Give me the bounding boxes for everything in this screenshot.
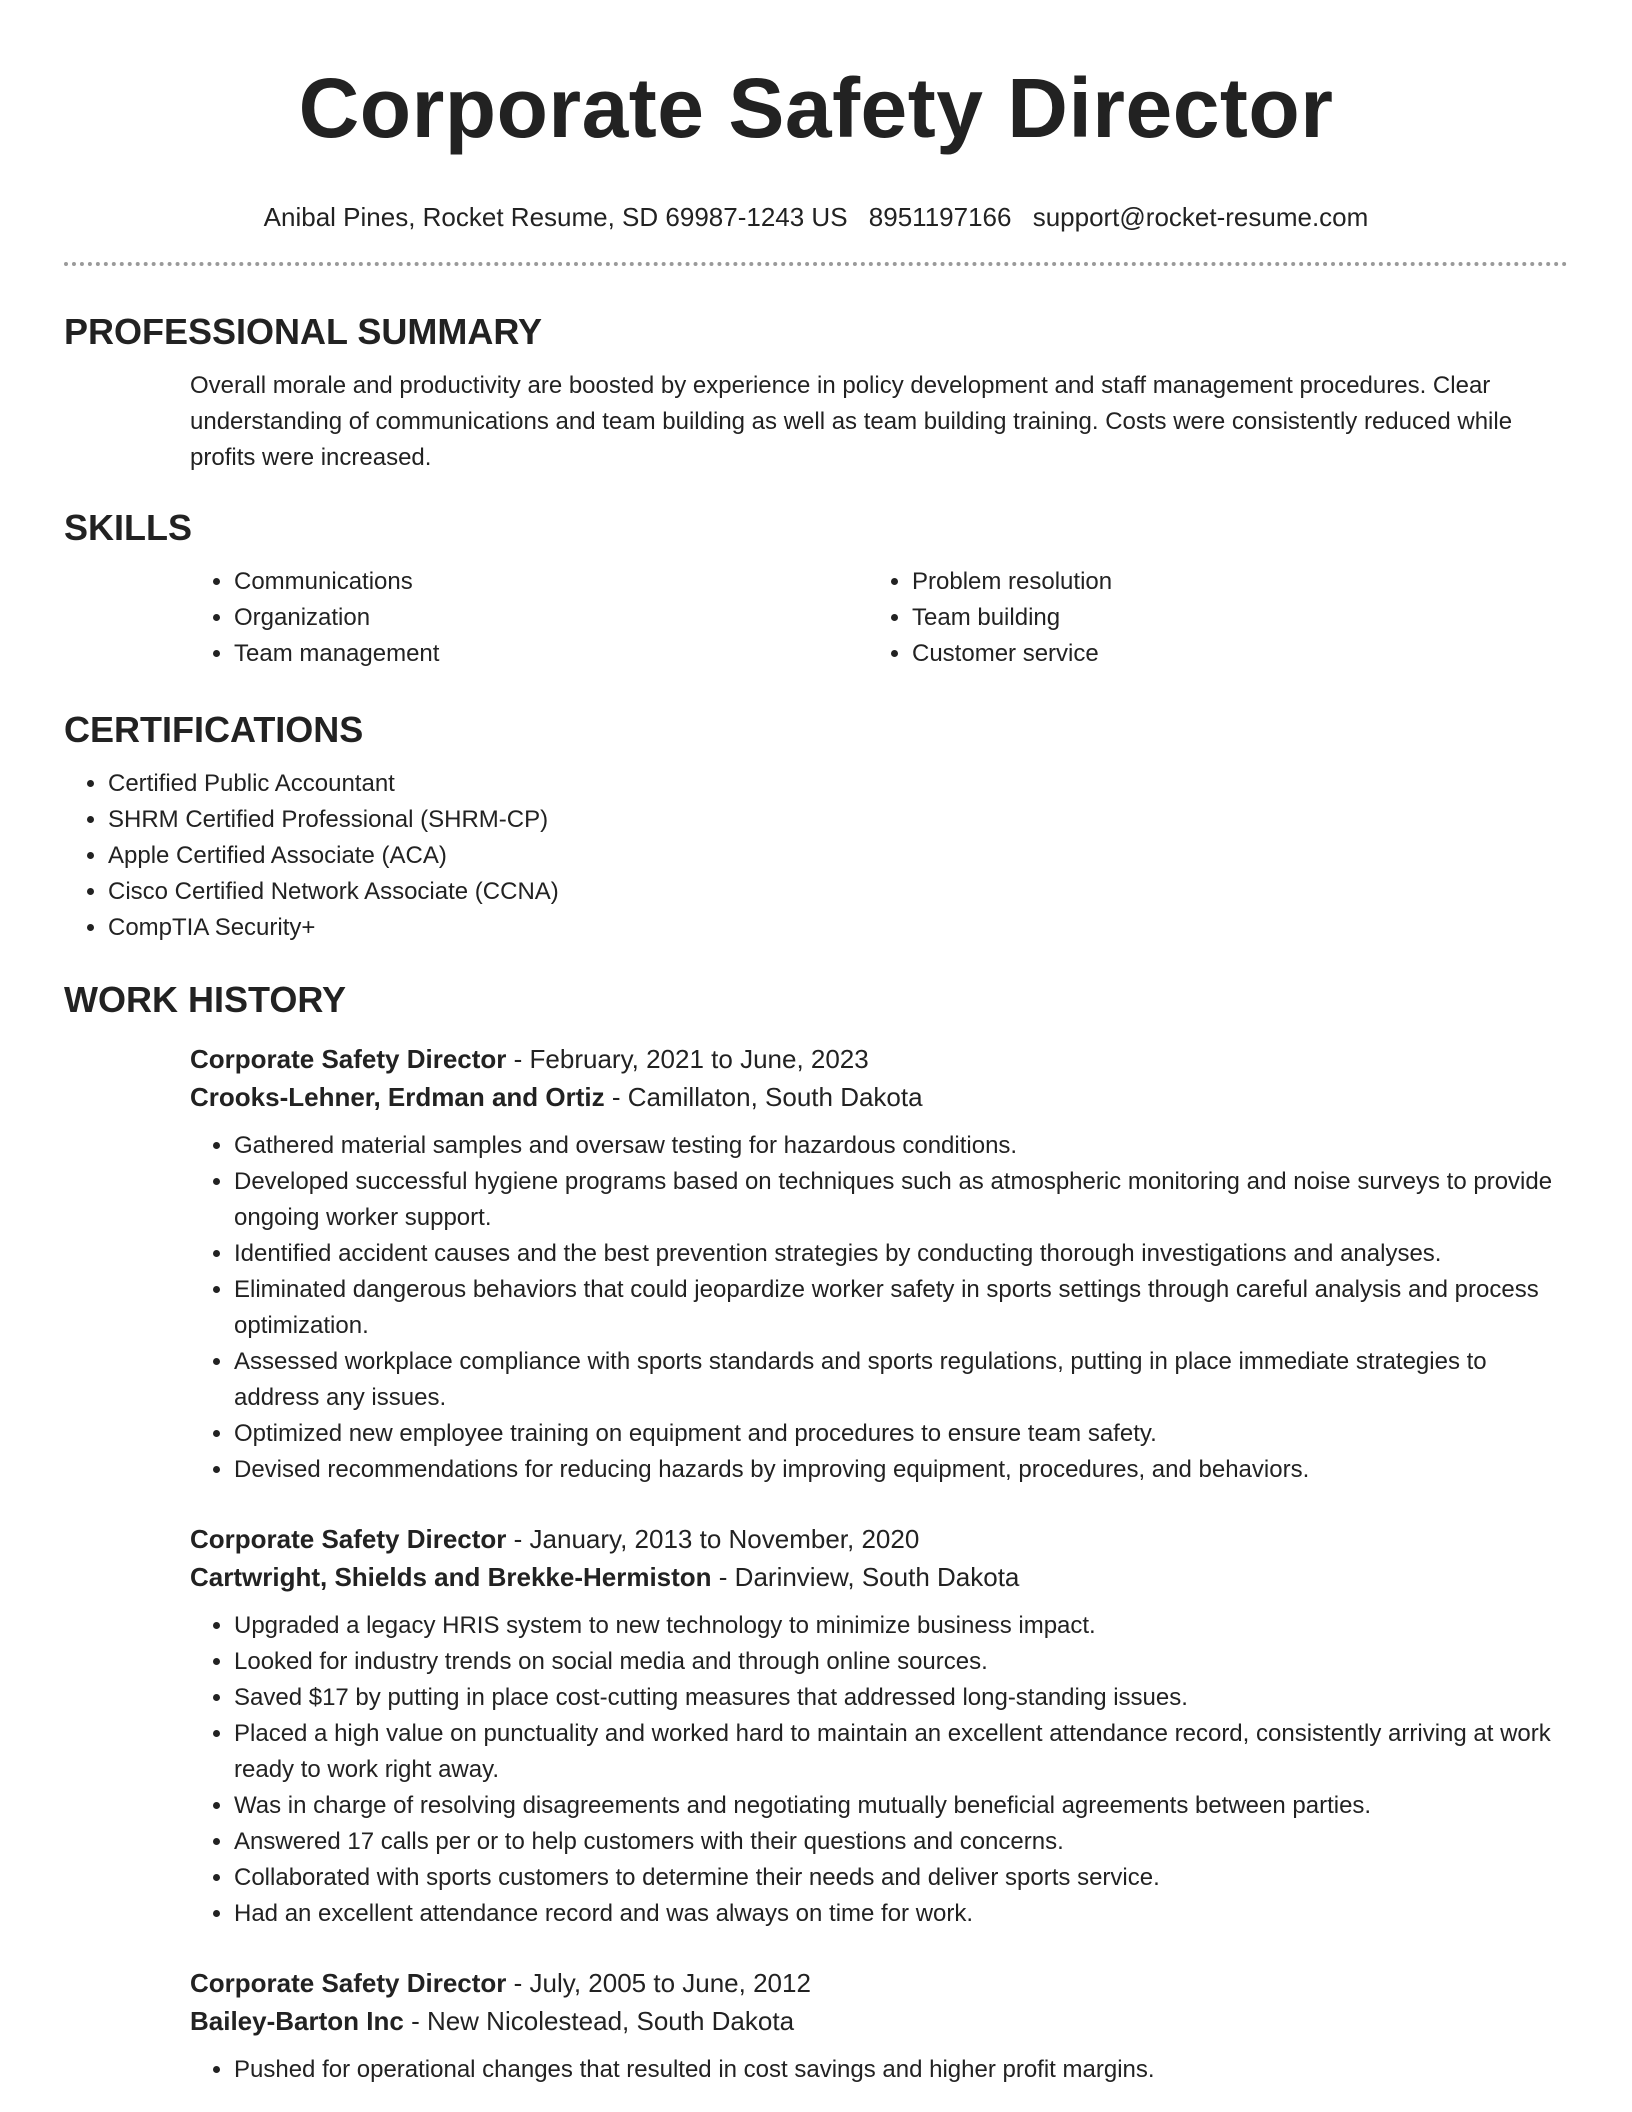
job-bullet: • Identified accident causes and the best prevention strategies by conducting thorough investigations and analyses. bbox=[234, 1236, 1568, 1272]
job-bullet: • Devised recommendations for reducing hazards by improving equipment, procedures, and behaviors. bbox=[234, 1452, 1568, 1488]
job-company: Crooks-Lehner, Erdman and Ortiz bbox=[190, 1082, 605, 1112]
job-bullet: • Was in charge of resolving disagreements and negotiating mutually beneficial agreements between parties. bbox=[234, 1788, 1568, 1824]
skill-item: • Problem resolution bbox=[912, 564, 1568, 600]
certification-item: • CompTIA Security+ bbox=[108, 910, 1568, 946]
job-location: - Camillaton, South Dakota bbox=[611, 1082, 923, 1112]
certification-item: • Cisco Certified Network Associate (CCNA) bbox=[108, 874, 1568, 910]
contact-phone: 8951197166 bbox=[868, 202, 1012, 232]
certification-item: • SHRM Certified Professional (SHRM-CP) bbox=[108, 802, 1568, 838]
work-history-section bbox=[64, 978, 1568, 2088]
certifications-section bbox=[64, 708, 1568, 946]
summary-text: Overall morale and productivity are boosted by experience in policy development and staff management procedures. Clear understanding of communications and team building as well as team building training. Costs were consistently reduced while profits were increased. bbox=[190, 372, 1513, 471]
certification-item: • Certified Public Accountant bbox=[108, 766, 1568, 802]
job-role-line bbox=[190, 1520, 1568, 1558]
skills-grid bbox=[190, 564, 1568, 672]
job-bullets bbox=[190, 1608, 1568, 1932]
skills-list-left bbox=[190, 564, 868, 672]
job-role: Corporate Safety Director bbox=[190, 1524, 507, 1554]
job-company-line bbox=[190, 2002, 1568, 2040]
job-bullets bbox=[190, 1128, 1568, 1488]
summary-title: PROFESSIONAL SUMMARY bbox=[64, 311, 543, 352]
job-entry bbox=[190, 1040, 1568, 1488]
job-bullet: • Looked for industry trends on social media and through online sources. bbox=[234, 1644, 1568, 1680]
job-company-line bbox=[190, 1078, 1568, 1116]
job-entry bbox=[190, 1964, 1568, 2088]
job-bullet: • Collaborated with sports customers to determine their needs and deliver sports service. bbox=[234, 1860, 1568, 1896]
skill-item: • Team building bbox=[912, 600, 1568, 636]
skills-title: SKILLS bbox=[64, 507, 193, 548]
job-company: Cartwright, Shields and Brekke-Hermiston bbox=[190, 1562, 712, 1592]
skills-section bbox=[64, 506, 1568, 672]
job-bullet: • Optimized new employee training on equipment and procedures to ensure team safety. bbox=[234, 1416, 1568, 1452]
job-dates: - February, 2021 to June, 2023 bbox=[513, 1044, 869, 1074]
job-bullet: • Developed successful hygiene programs based on techniques such as atmospheric monitoring and noise surveys to provide ongoing worker support. bbox=[234, 1164, 1568, 1236]
certifications-list bbox=[64, 766, 1568, 946]
skill-item: • Organization bbox=[234, 600, 868, 636]
skills-list-right bbox=[868, 564, 1568, 672]
job-role: Corporate Safety Director bbox=[190, 1044, 507, 1074]
candidate-name: Corporate Safety Director bbox=[298, 61, 1334, 155]
job-company: Bailey-Barton Inc bbox=[190, 2006, 404, 2036]
job-role-line bbox=[190, 1964, 1568, 2002]
work-history-title: WORK HISTORY bbox=[64, 979, 347, 1020]
job-bullet: • Saved $17 by putting in place cost-cutting measures that addressed long-standing issues. bbox=[234, 1680, 1568, 1716]
job-bullets bbox=[190, 2052, 1568, 2088]
job-location: - Darinview, South Dakota bbox=[718, 1562, 1020, 1592]
job-bullet: • Assessed workplace compliance with sports standards and sports regulations, putting in place immediate strategies to address any issues. bbox=[234, 1344, 1568, 1416]
certifications-title: CERTIFICATIONS bbox=[64, 709, 364, 750]
summary-section bbox=[64, 310, 1568, 476]
header-divider bbox=[64, 262, 1568, 266]
skill-item: • Customer service bbox=[912, 636, 1568, 672]
contact-address: Anibal Pines, Rocket Resume, SD 69987-1243 US bbox=[263, 202, 848, 232]
skill-item: • Team management bbox=[234, 636, 868, 672]
job-bullet: • Answered 17 calls per or to help customers with their questions and concerns. bbox=[234, 1824, 1568, 1860]
job-company-line bbox=[190, 1558, 1568, 1596]
job-entry bbox=[190, 1520, 1568, 1932]
job-role-line bbox=[190, 1040, 1568, 1078]
contact-email: support@rocket-resume.com bbox=[1032, 202, 1369, 232]
job-dates: - July, 2005 to June, 2012 bbox=[513, 1968, 811, 1998]
job-bullet: • Placed a high value on punctuality and worked hard to maintain an excellent attendance record, consistently arriving at work ready to work right away. bbox=[234, 1716, 1568, 1788]
certification-item: • Apple Certified Associate (ACA) bbox=[108, 838, 1568, 874]
job-dates: - January, 2013 to November, 2020 bbox=[513, 1524, 920, 1554]
contact-line bbox=[64, 200, 1568, 234]
job-location: - New Nicolestead, South Dakota bbox=[411, 2006, 795, 2036]
skill-item: • Communications bbox=[234, 564, 868, 600]
job-role: Corporate Safety Director bbox=[190, 1968, 507, 1998]
job-bullet: • Gathered material samples and oversaw testing for hazardous conditions. bbox=[234, 1128, 1568, 1164]
job-bullet: • Upgraded a legacy HRIS system to new technology to minimize business impact. bbox=[234, 1608, 1568, 1644]
job-bullet: • Eliminated dangerous behaviors that could jeopardize worker safety in sports settings through careful analysis and process optimization. bbox=[234, 1272, 1568, 1344]
job-bullet: • Pushed for operational changes that resulted in cost savings and higher profit margins. bbox=[234, 2052, 1568, 2088]
job-bullet: • Had an excellent attendance record and was always on time for work. bbox=[234, 1896, 1568, 1932]
